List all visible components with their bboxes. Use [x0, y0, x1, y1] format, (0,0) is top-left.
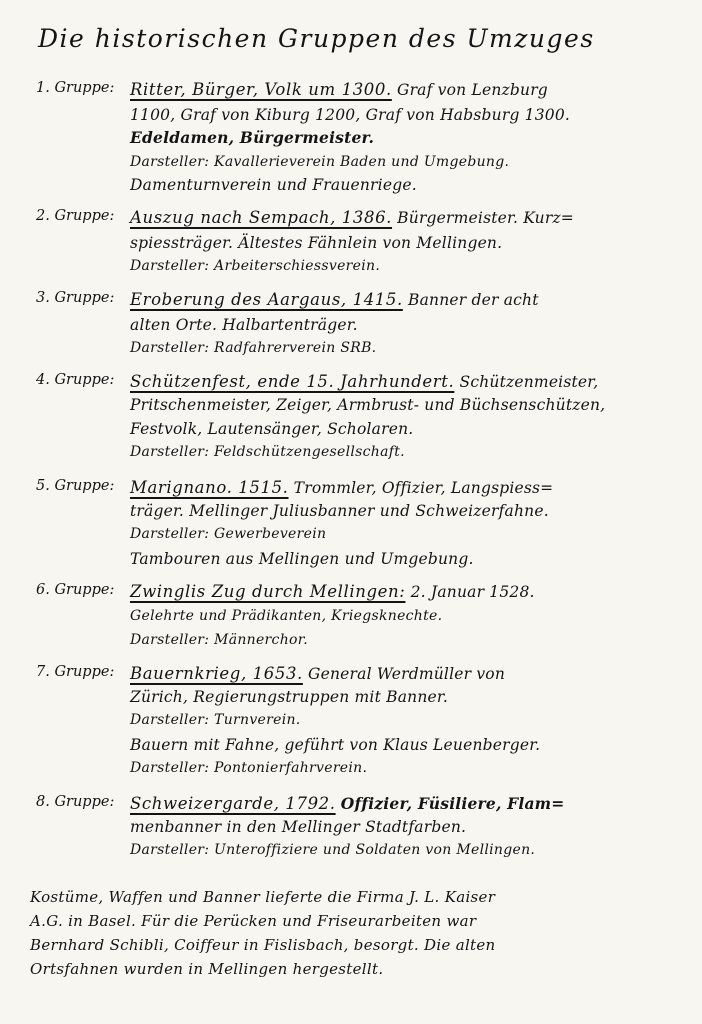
group-label: 3. Gruppe: — [36, 290, 115, 306]
footer-line: Bernhard Schibli, Coiffeur in Fislisbach, besorgt. Die alten — [30, 936, 496, 954]
group-line: Darsteller: Feldschützengesellschaft. — [130, 444, 405, 460]
group-line: Darsteller: Radfahrerverein SRB. — [130, 340, 377, 356]
group-first-line — [130, 372, 598, 391]
footer-line: A.G. in Basel. Für die Perücken und Friseurarbeiten war — [30, 912, 477, 930]
group-heading: Eroberung des Aargaus, 1415. — [130, 290, 403, 309]
group-line: Darsteller: Männerchor. — [130, 632, 308, 648]
group-line: Damenturnverein und Frauenriege. — [130, 176, 417, 194]
group-line: Darsteller: Unteroffiziere und Soldaten von Mellingen. — [130, 842, 536, 858]
group-heading: Auszug nach Sempach, 1386. — [130, 208, 393, 227]
group-first-line — [130, 208, 574, 227]
group-line: Festvolk, Lautensänger, Scholaren. — [130, 420, 414, 438]
group-first-line — [130, 794, 564, 813]
group-line: Schützenmeister, — [459, 373, 599, 391]
group-label: 8. Gruppe: — [36, 794, 115, 810]
group-first-line — [130, 478, 553, 497]
group-line: Edeldamen, Bürgermeister. — [130, 128, 375, 147]
group-heading: Zwinglis Zug durch Mellingen: — [130, 582, 406, 601]
group-line: Bürgermeister. Kurz= — [397, 209, 574, 227]
group-line: spiessträger. Ältestes Fähnlein von Mellingen. — [130, 234, 503, 252]
group-line: Darsteller: Kavallerieverein Baden und Umgebung. — [130, 154, 510, 170]
group-label: 4. Gruppe: — [36, 372, 115, 388]
group-label: 6. Gruppe: — [36, 582, 115, 598]
page-title: Die historischen Gruppen des Umzuges — [38, 24, 595, 53]
group-line: Darsteller: Turnverein. — [130, 712, 301, 728]
group-heading: Marignano. 1515. — [130, 478, 289, 497]
group-line: Offizier, Füsiliere, Flam= — [340, 794, 565, 813]
group-line: General Werdmüller von — [308, 665, 506, 683]
group-line: Zürich, Regierungstruppen mit Banner. — [130, 688, 448, 706]
group-first-line — [130, 290, 539, 309]
group-line: träger. Mellinger Juliusbanner und Schweizerfahne. — [130, 502, 549, 520]
group-line: Pritschenmeister, Zeiger, Armbrust- und Büchsenschützen, — [130, 396, 606, 414]
group-line: Bauern mit Fahne, geführt von Klaus Leuenberger. — [130, 736, 541, 754]
group-label: 2. Gruppe: — [36, 208, 115, 224]
group-first-line — [130, 582, 535, 601]
group-first-line — [130, 80, 548, 99]
footer-line: Kostüme, Waffen und Banner lieferte die Firma J. L. Kaiser — [30, 888, 496, 906]
group-line: Darsteller: Pontonierfahrverein. — [130, 760, 368, 776]
group-line: Banner der acht — [407, 291, 539, 309]
group-line: menbanner in den Mellinger Stadtfarben. — [130, 818, 467, 836]
group-heading: Schweizergarde, 1792. — [130, 794, 336, 813]
group-line: Tambouren aus Mellingen und Umgebung. — [130, 550, 474, 568]
group-heading: Ritter, Bürger, Volk um 1300. — [130, 80, 392, 99]
group-line: Graf von Lenzburg — [396, 81, 548, 99]
group-heading: Schützenfest, ende 15. Jahrhundert. — [130, 372, 455, 391]
group-line: alten Orte. Halbartenträger. — [130, 316, 358, 334]
group-line: Gelehrte und Prädikanten, Kriegsknechte. — [130, 608, 443, 624]
group-line: 2. Januar 1528. — [410, 583, 535, 601]
group-line: Darsteller: Gewerbeverein — [130, 526, 327, 542]
footer-line: Ortsfahnen wurden in Mellingen hergestellt. — [30, 960, 384, 978]
group-heading: Bauernkrieg, 1653. — [130, 664, 303, 683]
group-label: 1. Gruppe: — [36, 80, 115, 96]
group-line: 1100, Graf von Kiburg 1200, Graf von Habsburg 1300. — [130, 106, 571, 124]
group-line: Trommler, Offizier, Langspiess= — [293, 479, 554, 497]
group-label: 7. Gruppe: — [36, 664, 115, 680]
group-label: 5. Gruppe: — [36, 478, 115, 494]
group-first-line — [130, 664, 505, 683]
group-line: Darsteller: Arbeiterschiessverein. — [130, 258, 381, 274]
